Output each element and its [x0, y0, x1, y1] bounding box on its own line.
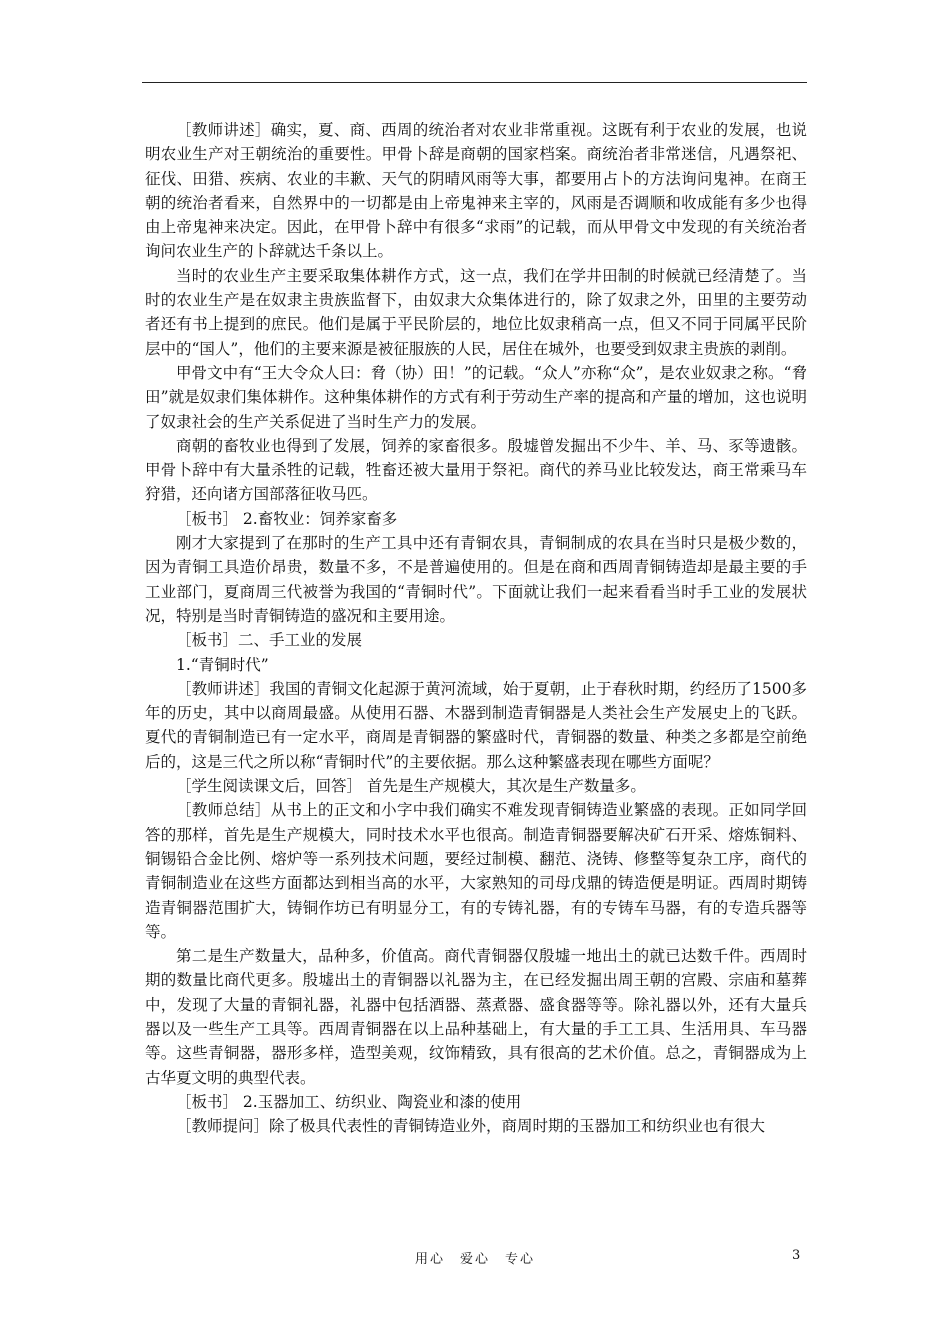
paragraph-production-quantity: 第二是生产数量大，品种多，价值高。商代青铜器仅殷墟一地出土的就已达数千件。西周时期的数量比商代更多。殷墟出土的青铜器以礼器为主，在已经发掘出周王朝的宫殿、宗庙和墓葬中，发现了大量的青铜礼器，礼器中包括酒器、蒸煮器、盛食器等等。除礼器以外，还有大量兵器以及一些生产工具等。西周青铜器在以上品种基础上，有大量的手工工具、生活用具、车马器等。这些青铜器，器形多样，造型美观，纹饰精致，具有很高的艺术价值。总之，青铜器成为上古华夏文明的典型代表。: [145, 947, 807, 1087]
paragraph-bronze-tools: 刚才大家提到了在那时的生产工具中还有青铜农具，青铜制成的农具在当时只是极少数的，因为青铜工具造价昂贵，数量不多，不是普遍使用的。但是在商和西周青铜铸造却是最主要的手工业部门，夏商周三代被誉为我国的“青铜时代”。下面就让我们一起来看看当时手工业的发展状况，特别是当时青铜铸造的盛况和主要用途。: [145, 534, 807, 625]
header-rule: [142, 82, 807, 83]
document-body: [145, 118, 807, 1138]
paragraph-oracle-bone: 甲骨文中有“王大令众人曰：脅（协）田！”的记载。“众人”亦称“众”，是农业奴隶之称。“脅田”就是奴隶们集体耕作。这种集体耕作的方式有利于劳动生产率的提高和产量的增加，这也说明了奴隶社会的生产关系促进了当时生产力的发展。: [145, 363, 807, 431]
paragraph-blackboard-livestock: ［板书］ 2.畜牧业：饲养家畜多: [176, 509, 398, 528]
paragraph-teacher-question: ［教师提问］除了极具代表性的青铜铸造业外，商周时期的玉器加工和纺织业也有很大: [176, 1117, 766, 1136]
footer-motto: 用心 爱心 专心: [414, 1252, 535, 1267]
paragraph-teacher-lecture-1: ［教师讲述］确实，夏、商、西周的统治者对农业非常重视。这既有利于农业的发展，也说明农业生产对王朝统治的重要性。甲骨卜辞是商朝的国家档案。商统治者非常迷信，凡遇祭祀、征伐、田猎、疾病、农业的丰歉、天气的阴晴风雨等大事，都要用占卜的方法询问鬼神。在商王朝的统治者看来，自然界中的一切都是由上帝鬼神来主宰的，风雨是否调顺和收成能有多少也得由上帝鬼神来决定。因此，在甲骨卜辞中有很多“求雨”的记载，而从甲骨文中发现的有关统治者询问农业生产的卜辞就达千条以上。: [145, 121, 807, 261]
paragraph-teacher-lecture-2: ［教师讲述］我国的青铜文化起源于黄河流域，始于夏朝，止于春秋时期，约经历了1500多年的历史，其中以商周最盛。从使用石器、木器到制造青铜器是人类社会生产发展史上的飞跃。夏代的青铜制造已有一定水平，商周是青铜器的繁盛时代，青铜器的数量、种类之多都是空前绝后的，这是三代之所以称“青铜时代”的主要依据。那么这种繁盛表现在哪些方面呢？: [145, 679, 807, 771]
page-number: 3: [792, 1248, 801, 1263]
paragraph-animal-husbandry: 商朝的畜牧业也得到了发展，饲养的家畜很多。殷墟曾发掘出不少牛、羊、马、豕等遗骸。甲骨卜辞中有大量杀牲的记载，牲畜还被大量用于祭祀。商代的养马业比较发达，商王常乘马车狩猎，还向诸方国部落征收马匹。: [145, 436, 807, 504]
paragraph-student-answer: ［学生阅读课文后，回答］ 首先是生产规模大，其次是生产数量多。: [176, 777, 646, 796]
paragraph-blackboard-jade: ［板书］ 2.玉器加工、纺织业、陶瓷业和漆的使用: [176, 1092, 522, 1111]
paragraph-bronze-age-heading: 1.“青铜时代”: [176, 655, 269, 674]
paragraph-collective-farming: 当时的农业生产主要采取集体耕作方式，这一点，我们在学井田制的时候就已经清楚了。当时的农业生产是在奴隶主贵族监督下，由奴隶大众集体进行的，除了奴隶之外，田里的主要劳动者还有书上提到的庶民。他们是属于平民阶层的，地位比奴隶稍高一点，但又不同于同属平民阶层中的“国人”，他们的主要来源是被征服族的人民，居住在城外，也要受到奴隶主贵族的剥削。: [145, 266, 807, 358]
paragraph-blackboard-handicraft: ［板书］二、手工业的发展: [176, 631, 363, 650]
paragraph-teacher-summary: ［教师总结］从书上的正文和小字中我们确实不难发现青铜铸造业繁盛的表现。正如同学回答的那样，首先是生产规模大，同时技术水平也很高。制造青铜器要解决矿石开采、熔炼铜料、铜锡铅合金比例、熔炉等一系列技术问题，要经过制模、翻范、浇铸、修整等复杂工序，商代的青铜制造业在这些方面都达到相当高的水平，大家熟知的司母戊鼎的铸造便是明证。西周时期铸造青铜器范围扩大，铸铜作坊已有明显分工，有的专铸礼器，有的专铸车马器，有的专造兵器等等。: [145, 801, 807, 941]
